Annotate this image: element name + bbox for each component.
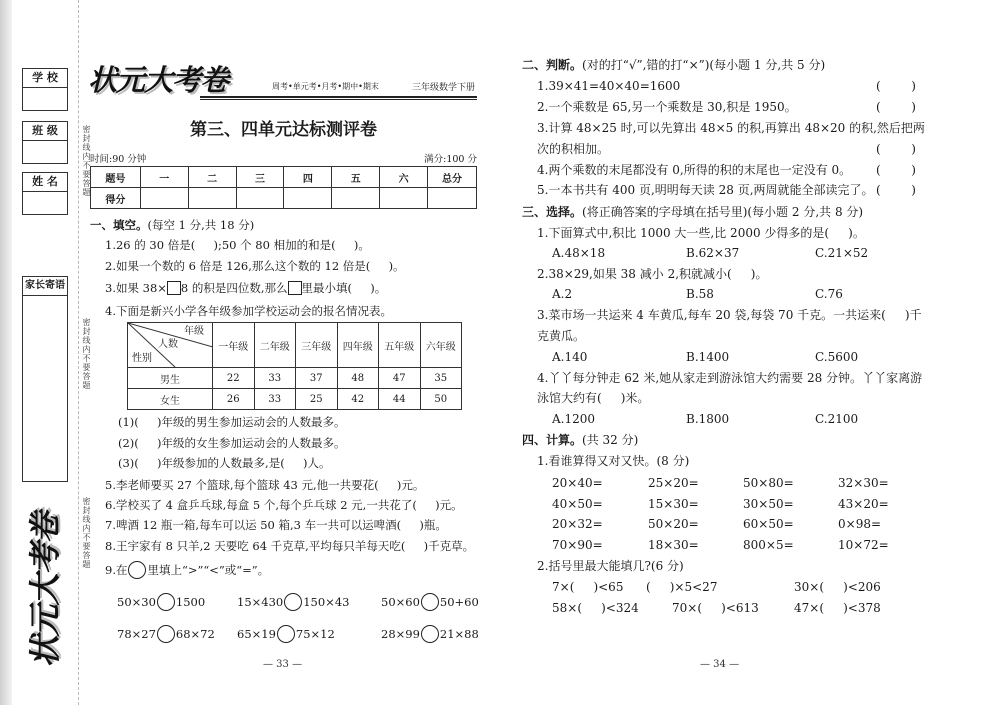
oral-calc-item: 40×50= [552, 497, 603, 511]
score-header-label: 题号 [91, 167, 141, 188]
oral-calc-item: 50×20= [648, 517, 699, 531]
option: A.2 [552, 287, 573, 301]
compare-left: 65×19 [237, 627, 276, 641]
table-cell: 42 [337, 389, 379, 410]
table-header-row [128, 323, 462, 368]
table-cell: 35 [420, 368, 462, 389]
sub-question-text: (1)( )年级的男生参加运动会的人数最多。 [118, 415, 346, 429]
score-table [90, 166, 477, 209]
option: A.48×18 [552, 246, 606, 260]
name-field [22, 192, 68, 215]
section-judge-heading [522, 58, 825, 72]
score-row-label: 得分 [91, 188, 141, 209]
grade-header: 五年级 [379, 323, 421, 368]
section-title: 一、填空。 [90, 218, 148, 232]
binding-strip [0, 0, 12, 705]
section-note: (对的打“√”,错的打“×”)(每小题 1 分,共 5 分) [582, 58, 826, 72]
section-note: (共 32 分) [582, 433, 639, 447]
oral-calc-item: 800×5= [743, 538, 794, 552]
option: C.21×52 [815, 246, 869, 260]
compare-right: 50+60 [439, 595, 479, 609]
option: A.1200 [552, 412, 596, 426]
score-cell [284, 188, 332, 209]
compare-item [237, 625, 335, 643]
seal-note: 密封线内不要答题 [82, 497, 91, 569]
page-number-left: — 33 — [263, 659, 303, 670]
compare-right: 75×12 [295, 627, 335, 641]
grade-header: 二年级 [254, 323, 296, 368]
question-text: 4.两个乘数的末尾都没有 0,所得的积的末尾也一定没有 0。 [537, 163, 852, 177]
question-text: 6.学校买了 4 盒乒乓球,每盒 5 个,每个乒乓球 2 元,一共花了( )元。 [105, 498, 463, 512]
corner-label-grade: 年级 [184, 326, 204, 337]
section-note: (将正确答案的字母填在括号里)(每小题 2 分,共 8 分) [582, 205, 864, 219]
score-col: 三 [236, 167, 284, 188]
exam-types: 周考•单元考•月考•期中•期末 [272, 82, 379, 91]
score-col: 四 [284, 167, 332, 188]
score-cell [428, 188, 477, 209]
section-note: (每空 1 分,共 18 分) [147, 218, 255, 232]
oral-calc-item: 18×30= [648, 538, 699, 552]
compare-circle [284, 593, 302, 611]
book-name: 三年级数学下册 [412, 83, 476, 93]
table-row [128, 368, 462, 389]
question-text: 3.计算 48×25 时,可以先算出 48×5 的积,再算出 48×20 的积,然后把两 [537, 121, 925, 135]
question-text: 2.如果一个数的 6 倍是 126,那么这个数的 12 倍是( )。 [105, 259, 405, 273]
question-text: 1.看谁算得又对又快。(8 分) [537, 454, 690, 468]
score-col: 六 [380, 167, 428, 188]
question-text: 1.下面算式中,积比 1000 大一些,比 2000 少得多的是( )。 [537, 226, 865, 240]
answer-paren: ( ) [876, 100, 916, 114]
compare-left: 50×30 [117, 595, 156, 609]
compare-item [381, 625, 479, 643]
oral-calc-item: 70×90= [552, 538, 603, 552]
max-fill-item: 70×( )<613 [672, 601, 759, 615]
sports-signup-table [127, 322, 462, 410]
table-row [128, 389, 462, 410]
table-cell: 25 [296, 389, 338, 410]
section-title: 三、选择。 [522, 205, 583, 219]
seal-note: 密封线内不要答题 [82, 318, 91, 390]
compare-right: 1500 [175, 595, 206, 609]
option: B.62×37 [686, 246, 740, 260]
question-text: 7.啤酒 12 瓶一箱,每车可以运 50 箱,3 车一共可以运啤酒( )瓶。 [105, 518, 447, 532]
sub-question-text: (3)( )年级参加的人数最多,是( )人。 [118, 456, 331, 470]
blank-box [288, 281, 302, 295]
compare-item [117, 593, 205, 611]
oral-calc-item: 20×40= [552, 476, 603, 490]
side-logo: 状元大考卷 [26, 512, 64, 668]
diagonal-header-cell [128, 323, 213, 368]
answer-paren: ( ) [876, 142, 916, 156]
max-fill-item: 30×( )<206 [794, 580, 881, 594]
grade-header: 四年级 [337, 323, 379, 368]
compare-item [237, 593, 349, 611]
question-text: 克黄瓜。 [537, 329, 586, 343]
oral-calc-item: 30×50= [743, 497, 794, 511]
table-cell: 44 [379, 389, 421, 410]
question-text: 5.一本书共有 400 页,明明每天读 28 页,两周就能全部读完了。 [537, 183, 874, 197]
question-text: 2.括号里最大能填几?(6 分) [537, 559, 684, 573]
corner-label-gender: 性别 [132, 353, 152, 364]
row-label: 女生 [128, 389, 213, 410]
compare-item [381, 593, 479, 611]
compare-left: 28×99 [381, 627, 420, 641]
score-table-row [91, 188, 477, 209]
section-calc-heading [522, 433, 638, 447]
section-fill-in-heading [90, 218, 254, 232]
answer-paren: ( ) [876, 183, 916, 197]
page-number-right: — 34 — [700, 659, 740, 670]
score-cell [380, 188, 428, 209]
question-part: 里填上“>”“<”或“=”。 [147, 563, 270, 577]
oral-calc-item: 32×30= [838, 476, 889, 490]
question-part: 里最小填( )。 [301, 281, 387, 295]
compare-item [117, 625, 215, 643]
question-text: 3.菜市场一共运来 4 车黄瓜,每车 20 袋,每袋 70 千克。一共运来( )千 [537, 308, 922, 322]
section-choice-heading [522, 205, 863, 219]
header-rule [200, 96, 477, 100]
compare-right: 21×88 [439, 627, 479, 641]
table-cell: 47 [379, 368, 421, 389]
brand-logo: 状元大考卷 [88, 63, 229, 97]
oral-calc-item: 15×30= [648, 497, 699, 511]
seal-line [78, 0, 79, 705]
answer-paren: ( ) [876, 79, 916, 93]
oral-calc-item: 20×32= [552, 517, 603, 531]
question-text [105, 561, 269, 579]
school-field [22, 88, 68, 111]
blank-box [167, 281, 181, 295]
option: B.1400 [686, 350, 730, 364]
question-part: 3.如果 38× [105, 281, 167, 295]
compare-circle [421, 625, 439, 643]
max-fill-item: ( )×5<27 [646, 580, 718, 594]
score-table-header [91, 167, 477, 188]
question-text: 次的积相加。 [537, 142, 610, 156]
question-text: 泳馆大约有( )米。 [537, 391, 650, 405]
full-score: 满分:100 分 [424, 154, 477, 165]
table-cell: 37 [296, 368, 338, 389]
option: A.140 [552, 350, 588, 364]
oral-calc-item: 60×50= [743, 517, 794, 531]
compare-circle [277, 625, 295, 643]
compare-circle [157, 625, 175, 643]
parent-message-field [22, 296, 68, 482]
question-text: 2.38×29,如果 38 减小 2,积就减小( )。 [537, 267, 768, 281]
seal-note: 密封线内不要答题 [82, 125, 91, 197]
question-text: 8.王宇家有 8 只羊,2 天要吃 64 千克草,平均每只羊每天吃( )千克草。 [105, 539, 475, 553]
table-cell: 50 [420, 389, 462, 410]
oral-calc-item: 50×80= [743, 476, 794, 490]
table-cell: 22 [213, 368, 255, 389]
score-col: 五 [332, 167, 380, 188]
max-fill-item: 58×( )<324 [552, 601, 639, 615]
compare-circle [128, 561, 146, 579]
oral-calc-item: 43×20= [838, 497, 889, 511]
compare-right: 150×43 [303, 595, 350, 609]
grade-header: 一年级 [213, 323, 255, 368]
class-field [22, 141, 68, 164]
score-col: 总分 [428, 167, 477, 188]
section-title: 四、计算。 [522, 433, 583, 447]
question-text [105, 281, 386, 295]
option: C.2100 [815, 412, 859, 426]
option: C.5600 [815, 350, 859, 364]
question-part: 9.在 [105, 563, 128, 577]
question-text: 4.丫丫每分钟走 62 米,她从家走到游泳馆大约需要 28 分钟。丫丫家离游 [537, 371, 923, 385]
answer-paren: ( ) [876, 163, 916, 177]
score-col: 一 [140, 167, 188, 188]
question-text: 4.下面是新兴小学各年级参加学校运动会的报名情况表。 [105, 304, 392, 318]
table-cell: 48 [337, 368, 379, 389]
compare-left: 78×27 [117, 627, 156, 641]
question-text: 1.39×41=40×40=1600 [537, 79, 681, 93]
score-cell [332, 188, 380, 209]
score-cell [236, 188, 284, 209]
section-title: 二、判断。 [522, 58, 583, 72]
compare-circle [421, 593, 439, 611]
page-title: 第三、四单元达标测评卷 [190, 120, 377, 140]
time-limit: 时间:90 分钟 [90, 154, 147, 165]
score-col: 二 [188, 167, 236, 188]
class-label: 班 级 [22, 121, 68, 141]
compare-left: 50×60 [381, 595, 420, 609]
oral-calc-item: 10×72= [838, 538, 889, 552]
corner-label-count: 人数 [158, 339, 178, 350]
score-cell [140, 188, 188, 209]
option: B.1800 [686, 412, 730, 426]
parent-message-label: 家长寄语 [22, 276, 68, 296]
option: C.76 [815, 287, 843, 301]
question-text: 1.26 的 30 倍是( );50 个 80 相加的和是( )。 [105, 238, 370, 252]
question-text: 2.一个乘数是 65,另一个乘数是 30,积是 1950。 [537, 100, 797, 114]
compare-right: 68×72 [175, 627, 215, 641]
option: B.58 [686, 287, 714, 301]
oral-calc-item: 25×20= [648, 476, 699, 490]
score-cell [188, 188, 236, 209]
name-label: 姓 名 [22, 172, 68, 192]
table-cell: 26 [213, 389, 255, 410]
question-part: 8 的积是四位数,那么 [180, 281, 288, 295]
table-cell: 33 [254, 368, 296, 389]
compare-circle [157, 593, 175, 611]
oral-calc-item: 0×98= [838, 517, 882, 531]
table-cell: 33 [254, 389, 296, 410]
max-fill-item: 47×( )<378 [794, 601, 881, 615]
school-label: 学 校 [22, 68, 68, 88]
row-label: 男生 [128, 368, 213, 389]
compare-left: 15×430 [237, 595, 284, 609]
grade-header: 六年级 [420, 323, 462, 368]
question-text: 5.李老师要买 27 个篮球,每个篮球 43 元,他一共要花( )元。 [105, 478, 425, 492]
sub-question-text: (2)( )年级的女生参加运动会的人数最多。 [118, 436, 346, 450]
grade-header: 三年级 [296, 323, 338, 368]
max-fill-item: 7×( )<65 [552, 580, 624, 594]
